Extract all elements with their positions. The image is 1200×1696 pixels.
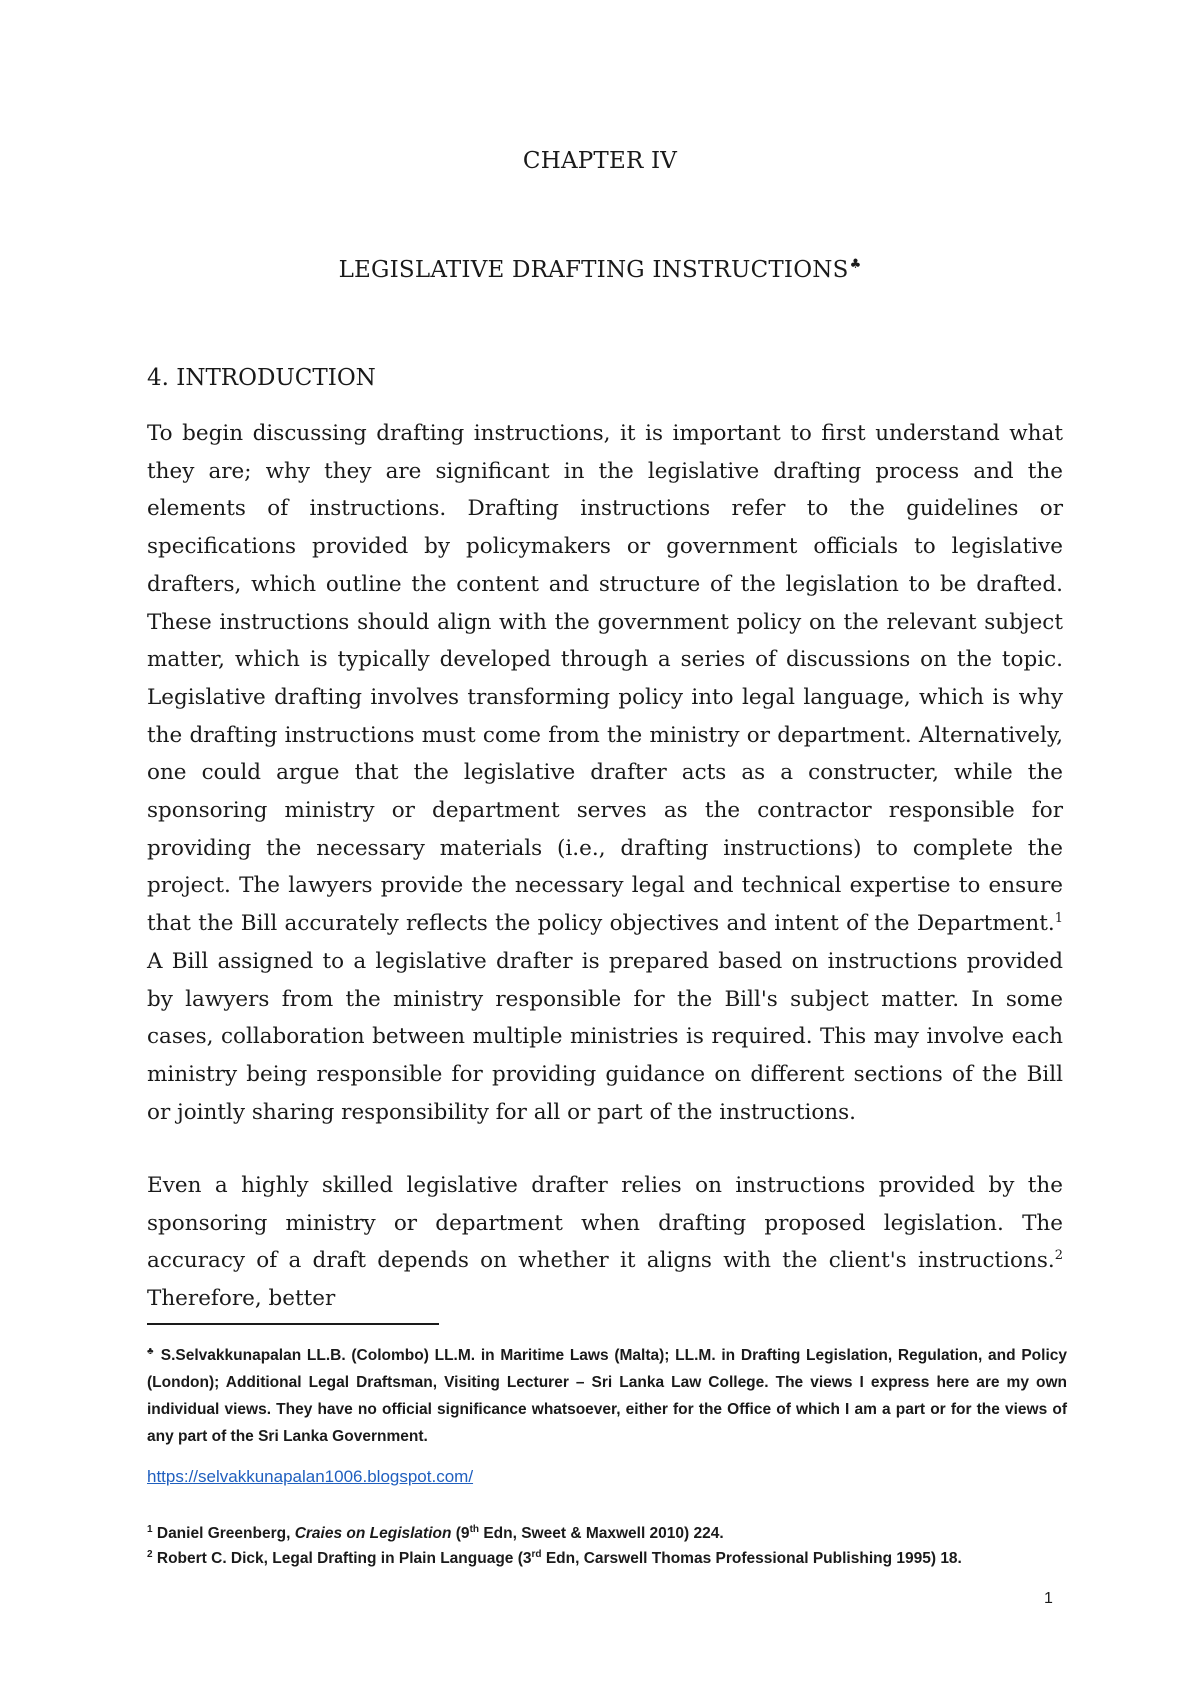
blog-link[interactable]: https://selvakkunapalan1006.blogspot.com/ — [147, 1467, 474, 1486]
footnote-ref-2: 2 — [1054, 1248, 1063, 1264]
footnote-1-edition-open: (9 — [451, 1525, 470, 1542]
footnote-2-number: 2 — [147, 1548, 153, 1560]
chapter-title-text: LEGISLATIVE DRAFTING INSTRUCTIONS — [338, 257, 849, 283]
section-heading: 4. INTRODUCTION — [147, 365, 376, 391]
footnote-author — [147, 1342, 1067, 1450]
footnote-author-marker: ♣ — [147, 1345, 155, 1357]
footnote-2-edition-suffix: rd — [531, 1548, 542, 1560]
chapter-title — [0, 257, 1200, 283]
title-footnote-marker: ♣ — [849, 257, 862, 273]
paragraph-1-text-b: A Bill assigned to a legislative drafter is prepared based on instructions provided by lawyers from the ministry responsible for the Bill's subject matter. In some cases, collaboration between multiple ministries is required. This may involve each ministry being responsible for providing guidance on different sections of the Bill or jointly sharing responsibility for all or part of the instructions. — [147, 948, 1063, 1125]
chapter-heading: CHAPTER IV — [522, 148, 678, 174]
footnote-author-text: S.Selvakkunapalan LL.B. (Colombo) LL.M. in Maritime Laws (Malta); LL.M. in Drafting Legislation, Regulation, and Policy (London); Additional Legal Draftsman, Visiting Lecturer – Sri Lanka Law College. The views I express here are my own individual views. They have no official significance whatsoever, either for the Office of which I am a part or for the views of any part of the Sri Lanka Government. — [147, 1347, 1067, 1445]
footnote-1-title: Craies on Legislation — [294, 1525, 452, 1542]
paragraph-2-text-a: Even a highly skilled legislative drafter relies on instructions provided by the sponsoring ministry or department when drafting proposed legislation. The accuracy of a draft depends on whether it aligns with the client's instructions. — [147, 1173, 1063, 1274]
body-paragraph-2 — [147, 1167, 1063, 1318]
footnote-ref-1: 1 — [1054, 910, 1063, 926]
footnote-2-text: Robert C. Dick, Legal Drafting in Plain Language (3 — [152, 1550, 532, 1567]
paragraph-1-text-a: To begin discussing drafting instructions, it is important to first understand what they are; why they are significant in the legislative drafting process and the elements of instructions. Drafting instructions refer to the guidelines or specifications provided by policymakers or government officials to legislative drafters, which outline the content and structure of the legislation to be drafted. These instructions should align with the government policy on the relevant subject matter, which is typically developed through a series of discussions on the topic. Legislative drafting involves transforming policy into legal language, which is why the drafting instructions must come from the ministry or department. Alternatively, one could argue that the legislative drafter acts as a constructer, while the sponsoring ministry or department serves as the contractor responsible for providing the necessary materials (i.e., drafting instructions) to complete the project. The lawyers provide the necessary legal and technical expertise to ensure that the Bill accurately reflects the policy objectives and intent of the Department. — [147, 421, 1063, 937]
footnote-separator — [147, 1323, 439, 1325]
paragraph-2-text-b: Therefore, better — [147, 1286, 336, 1312]
footnote-2 — [147, 1545, 1067, 1572]
footnote-1-edition-suffix: th — [469, 1523, 480, 1535]
page-number: 1 — [1044, 1590, 1053, 1607]
footnote-1-number: 1 — [147, 1523, 153, 1535]
body-paragraph-1 — [147, 415, 1063, 1131]
footnote-2-rest: Edn, Carswell Thomas Professional Publishing 1995) 18. — [541, 1550, 962, 1567]
footnote-1-author: Daniel Greenberg, — [152, 1525, 295, 1542]
footnote-1-rest: Edn, Sweet & Maxwell 2010) 224. — [479, 1525, 724, 1542]
footnote-1 — [147, 1520, 1067, 1547]
